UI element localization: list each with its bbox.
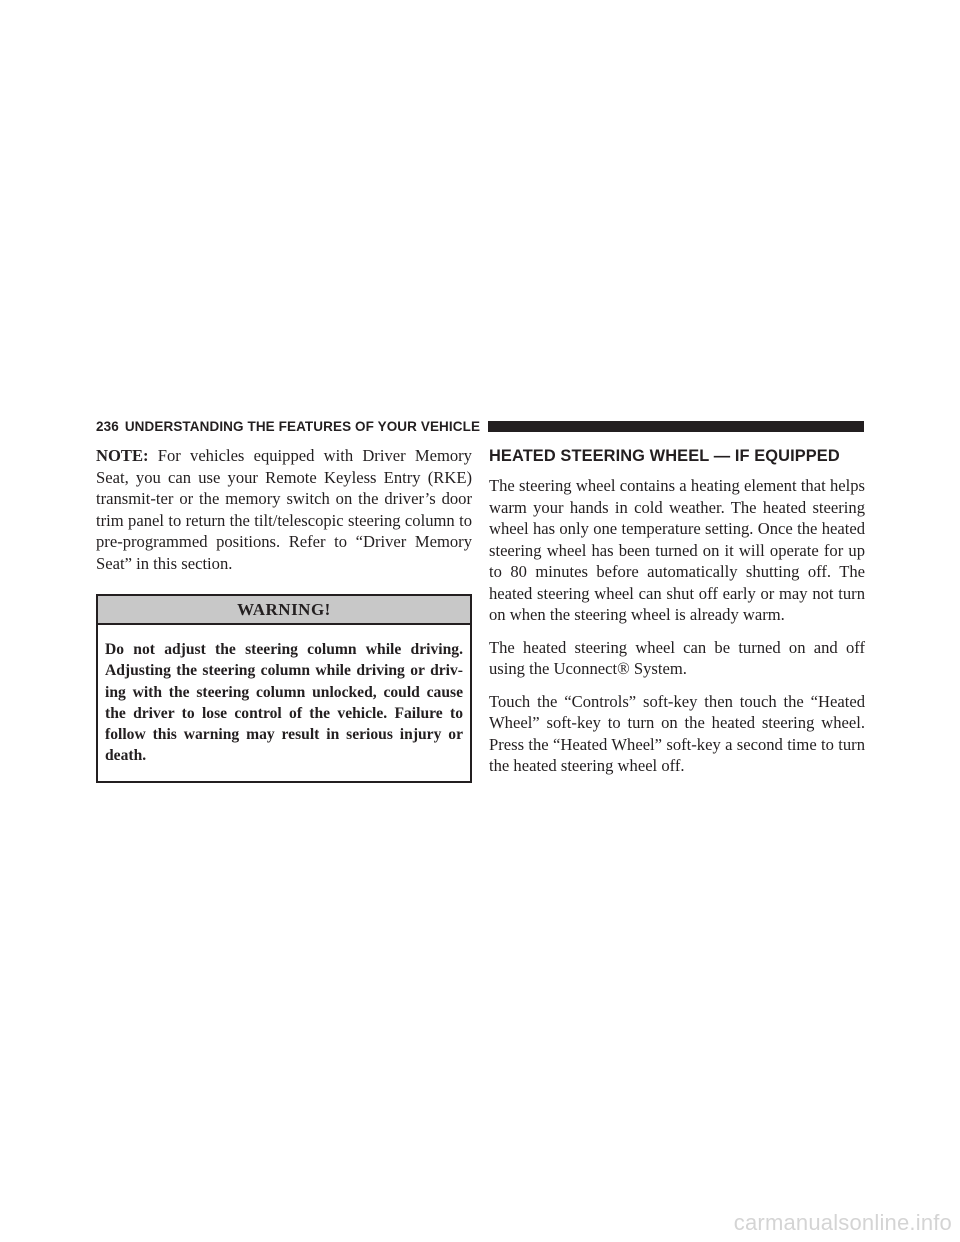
paragraph-uconnect: The heated steering wheel can be turned on and off using the Uconnect® System. xyxy=(489,637,865,678)
warning-title: WARNING! xyxy=(98,596,470,625)
page-number: 236 xyxy=(96,418,119,434)
note-label: NOTE: xyxy=(96,446,149,465)
right-column xyxy=(489,445,865,777)
warning-text: Do not adjust the steering column while driving. Adjusting the steering column while driving or driv-ing with the steering column unlocked, could cause the driver to lose control of the vehicle. Failure to follow this warning may result in serious injury or death. xyxy=(105,641,463,765)
warning-box xyxy=(96,594,472,783)
watermark: carmanualsonline.info xyxy=(733,1210,952,1235)
page-header xyxy=(96,415,864,437)
note-text: For vehicles equipped with Driver Memory Seat, you can use your Remote Keyless Entry (RKE) transmit-ter or the memory switch on the driver’s door trim panel to return the tilt/telescopic steering column to pre-programmed positions. Refer to “Driver Memory Seat” in this section. xyxy=(96,446,472,573)
left-column xyxy=(96,445,472,783)
section-heading: HEATED STEERING WHEEL — IF EQUIPPED xyxy=(489,447,840,465)
chapter-title: UNDERSTANDING THE FEATURES OF YOUR VEHICLE xyxy=(124,418,481,434)
note-paragraph xyxy=(96,445,472,574)
header-rule xyxy=(488,421,864,432)
paragraph-soft-key: Touch the “Controls” soft-key then touch the “Heated Wheel” soft-key to turn on the heated steering wheel. Press the “Heated Wheel” soft-key a second time to turn the heated steering wheel off. xyxy=(489,691,865,775)
paragraph-heating-element: The steering wheel contains a heating element that helps warm your hands in cold weather. The heated steering wheel has only one temperature setting. Once the heated steering wheel has been turned on it will operate for up to 80 minutes before automatically shutting off. The heated steering wheel can shut off early or may not turn on when the steering wheel is already warm. xyxy=(489,476,865,624)
